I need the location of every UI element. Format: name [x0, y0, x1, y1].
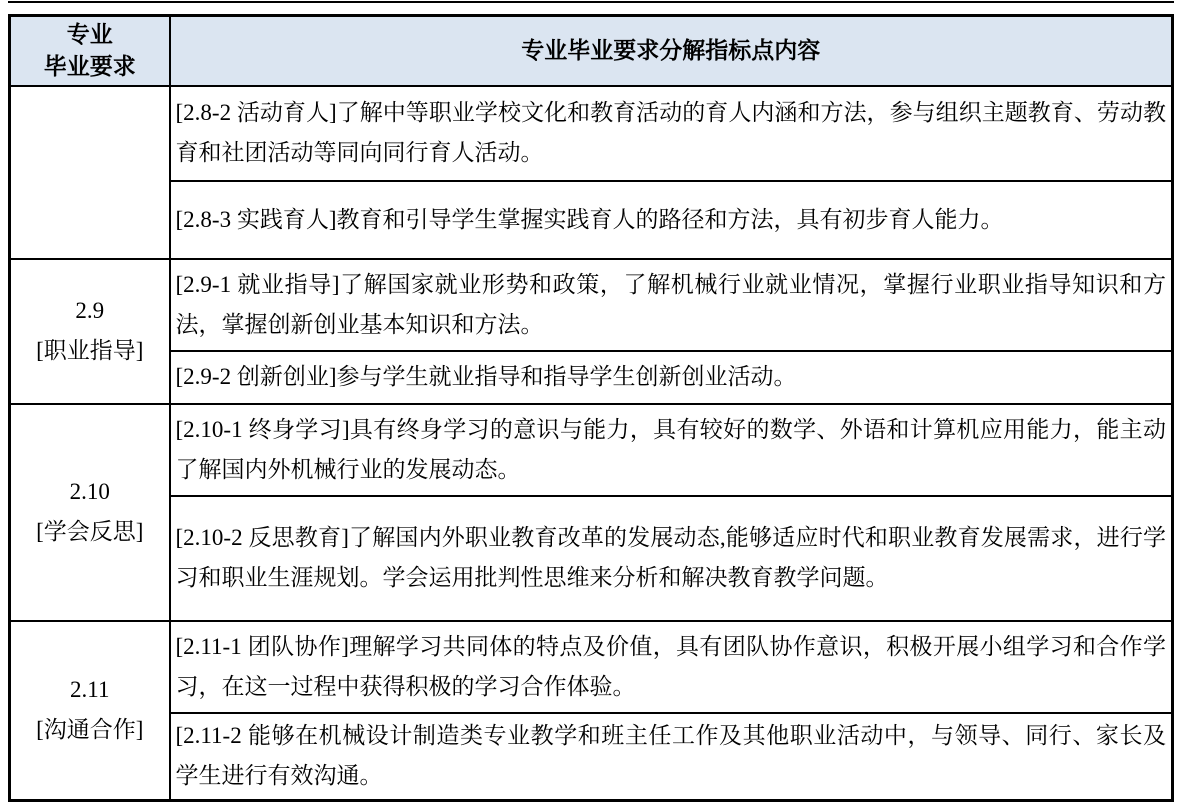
graduation-requirements-table [8, 14, 1174, 802]
requirement-cell-empty [10, 86, 170, 259]
requirement-number: 2.9 [75, 298, 105, 323]
page-top-rule [8, 1, 1174, 3]
indicator-cell: [2.11-2 能够在机械设计制造类专业教学和班主任工作及其他职业活动中，与领导、同行、家长及学生进行有效沟通。 [170, 713, 1173, 801]
header-indicators-column: 专业毕业要求分解指标点内容 [170, 16, 1173, 86]
table-row [10, 621, 1173, 713]
requirement-number: 2.11 [70, 677, 110, 703]
indicator-cell: [2.10-1 终身学习]具有终身学习的意识与能力，具有较好的数学、外语和计算机应用能力，能主动了解国内外机械行业的发展动态。 [170, 404, 1173, 496]
header-row [10, 16, 1173, 86]
indicator-cell: [2.11-1 团队协作]理解学习共同体的特点及价值，具有团队协作意识，积极开展小组学习和合作学习，在这一过程中获得积极的学习合作体验。 [170, 621, 1173, 713]
requirement-cell-2.10 [10, 404, 170, 621]
table-row [10, 713, 1173, 801]
indicator-cell: [2.9-1 就业指导]了解国家就业形势和政策，了解机械行业就业情况，掌握行业职业指导知识和方法，掌握创新创业基本知识和方法。 [170, 259, 1173, 351]
table-row [10, 404, 1173, 496]
header-requirement-line1: 专业 [66, 21, 113, 47]
table-row [10, 259, 1173, 351]
requirement-cell-2.11 [10, 621, 170, 801]
table-body [10, 86, 1173, 801]
requirement-label: [沟通合作] [36, 717, 144, 743]
requirement-label: [职业指导] [36, 338, 144, 363]
table-row [10, 351, 1173, 404]
table-row [10, 181, 1173, 259]
table-row [10, 496, 1173, 621]
table-row [10, 86, 1173, 181]
requirement-label: [学会反思] [36, 519, 144, 544]
requirement-cell-2.9 [10, 259, 170, 404]
indicator-cell: [2.9-2 创新创业]参与学生就业指导和指导学生创新创业活动。 [170, 351, 1173, 404]
header-requirement-column [10, 16, 170, 86]
indicator-cell: [2.8-3 实践育人]教育和引导学生掌握实践育人的路径和方法，具有初步育人能力。 [170, 181, 1173, 259]
header-requirement-line2: 毕业要求 [43, 53, 136, 79]
requirement-number: 2.10 [69, 479, 110, 504]
indicator-cell: [2.10-2 反思教育]了解国内外职业教育改革的发展动态,能够适应时代和职业教育发展需求，进行学习和职业生涯规划。学会运用批判性思维来分析和解决教育教学问题。 [170, 496, 1173, 621]
indicator-cell: [2.8-2 活动育人]了解中等职业学校文化和教育活动的育人内涵和方法，参与组织主题教育、劳动教育和社团活动等同向同行育人活动。 [170, 86, 1173, 181]
